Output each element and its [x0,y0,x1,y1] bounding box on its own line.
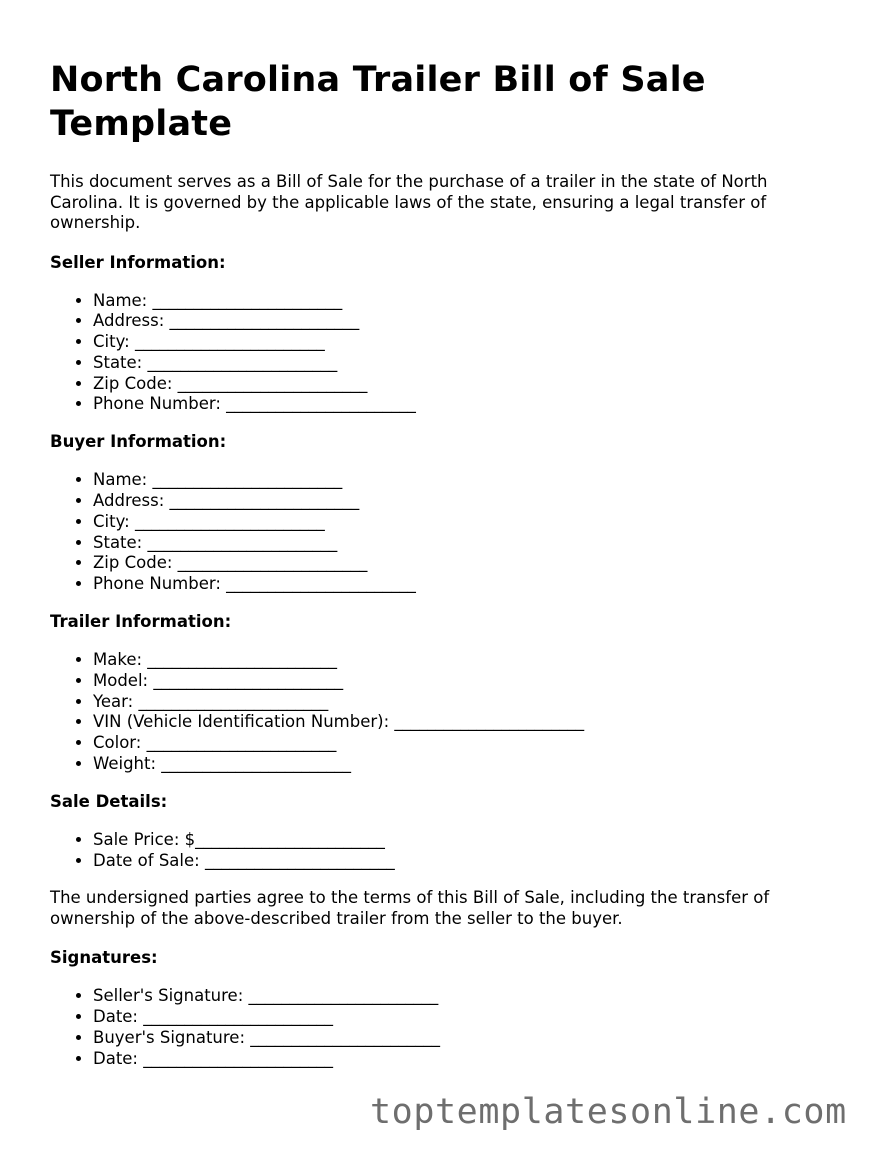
buyer-phone-field: • Phone Number: _______________________ [93,574,840,595]
seller-name-field: • Name: _______________________ [93,291,840,312]
seller-city-field: • City: _______________________ [93,332,840,353]
watermark-text: toptemplatesonline.com [370,1092,847,1132]
seller-list [50,291,840,416]
buyer-city-field: • City: _______________________ [93,512,840,533]
agreement-paragraph: The undersigned parties agree to the terms of this Bill of Sale, including the transfer of ownership of the above-described trailer from the seller to the buyer. [50,888,770,928]
sale-price-field: • Sale Price: $_______________________ [93,830,840,851]
seller-state-field: • State: _______________________ [93,353,840,374]
page-title: North Carolina Trailer Bill of Sale Template [50,60,706,144]
document-page [50,58,840,1087]
trailer-model-field: • Model: _______________________ [93,671,840,692]
buyer-date-field: • Date: _______________________ [93,1049,840,1070]
buyer-heading: Buyer Information: [50,432,227,452]
seller-phone-field: • Phone Number: _______________________ [93,394,840,415]
buyer-address-field: • Address: _______________________ [93,491,840,512]
buyer-state-field: • State: _______________________ [93,533,840,554]
sale-list [50,830,840,872]
seller-date-field: • Date: _______________________ [93,1007,840,1028]
seller-heading: Seller Information: [50,252,226,272]
trailer-list [50,650,840,775]
buyer-list [50,470,840,595]
trailer-vin-field: • VIN (Vehicle Identification Number): _______________________ [93,712,840,733]
sale-heading: Sale Details: [50,791,168,811]
buyer-name-field: • Name: _______________________ [93,470,840,491]
sale-date-field: • Date of Sale: _______________________ [93,851,840,872]
seller-address-field: • Address: _______________________ [93,311,840,332]
signatures-heading: Signatures: [50,948,158,968]
buyer-signature-field: • Buyer's Signature: _______________________ [93,1028,840,1049]
trailer-make-field: • Make: _______________________ [93,650,840,671]
intro-paragraph: This document serves as a Bill of Sale for the purchase of a trailer in the state of North Carolina. It is governed by the applicable laws of the state, ensuring a legal transfer of ownership. [50,172,768,232]
trailer-year-field: • Year: _______________________ [93,692,840,713]
seller-signature-field: • Seller's Signature: _______________________ [93,986,840,1007]
trailer-weight-field: • Weight: _______________________ [93,754,840,775]
seller-zip-field: • Zip Code: _______________________ [93,374,840,395]
signatures-list [50,986,840,1069]
trailer-color-field: • Color: _______________________ [93,733,840,754]
trailer-heading: Trailer Information: [50,612,232,632]
buyer-zip-field: • Zip Code: _______________________ [93,553,840,574]
